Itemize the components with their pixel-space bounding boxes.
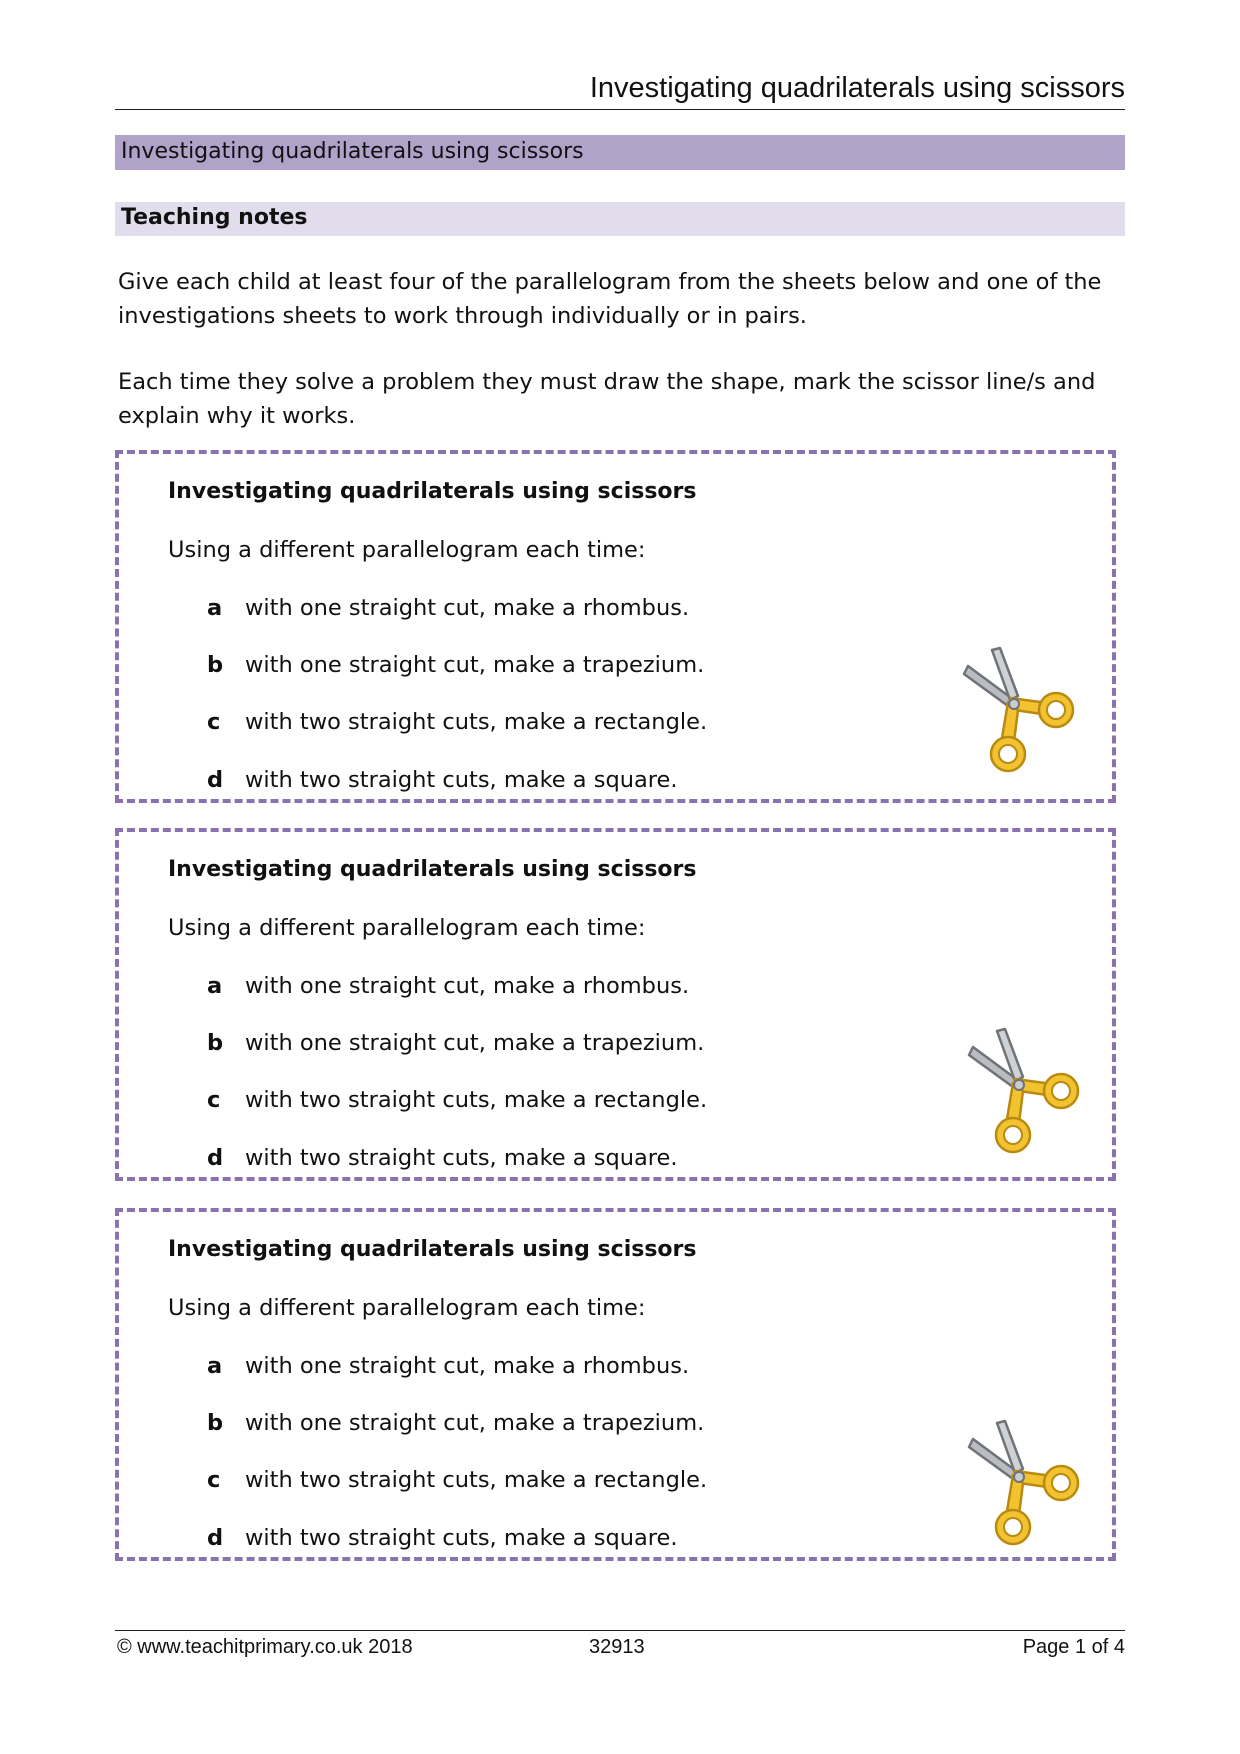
footer-resource-code: 32913 — [589, 1636, 645, 1658]
header-divider — [115, 109, 1125, 110]
card-item-b — [207, 1030, 704, 1056]
item-letter: b — [207, 652, 224, 678]
item-text: with two straight cuts, make a square. — [245, 767, 678, 793]
item-letter: c — [207, 709, 221, 735]
teaching-notes-band — [115, 202, 1125, 236]
item-text: with one straight cut, make a rhombus. — [245, 973, 690, 999]
item-letter: a — [207, 1353, 223, 1379]
card-item-b — [207, 1410, 704, 1436]
item-text: with two straight cuts, make a square. — [245, 1145, 678, 1171]
scissors-icon — [957, 1417, 1097, 1557]
item-text: with two straight cuts, make a rectangle. — [245, 1087, 708, 1113]
card-intro: Using a different parallelogram each time: — [168, 1295, 646, 1321]
card-item-c — [207, 1087, 707, 1113]
item-letter: c — [207, 1087, 221, 1113]
scissors-icon — [952, 644, 1092, 784]
item-text: with one straight cut, make a trapezium. — [245, 1030, 705, 1056]
paragraph-line: Give each child at least four of the parallelogram from the sheets below and one of the — [118, 269, 1102, 295]
item-text: with one straight cut, make a rhombus. — [245, 595, 690, 621]
document-header-title: Investigating quadrilaterals using scissors — [589, 72, 1125, 104]
item-letter: a — [207, 595, 223, 621]
paragraph-line: explain why it works. — [118, 402, 356, 429]
section-title-band — [115, 135, 1125, 170]
item-text: with one straight cut, make a trapezium. — [245, 652, 705, 678]
teaching-notes-paragraph-1 — [118, 266, 1128, 333]
card-item-d — [207, 1145, 678, 1171]
item-letter: a — [207, 973, 223, 999]
item-letter: b — [207, 1030, 224, 1056]
item-letter: d — [207, 1525, 224, 1551]
task-card-1 — [115, 450, 1116, 803]
item-letter: c — [207, 1467, 221, 1493]
item-letter: b — [207, 1410, 224, 1436]
teaching-notes-paragraph-2 — [118, 366, 1128, 433]
card-item-a — [207, 1353, 689, 1379]
item-letter: d — [207, 767, 224, 793]
paragraph-line: investigations sheets to work through individually or in pairs. — [118, 302, 807, 329]
teaching-notes-heading: Teaching notes — [121, 205, 308, 230]
card-intro: Using a different parallelogram each time: — [168, 537, 646, 563]
item-text: with one straight cut, make a trapezium. — [245, 1410, 705, 1436]
task-card-3 — [115, 1208, 1116, 1561]
card-item-d — [207, 1525, 678, 1551]
card-item-b — [207, 652, 704, 678]
card-title: Investigating quadrilaterals using scissors — [168, 1237, 697, 1262]
item-text: with two straight cuts, make a rectangle. — [245, 1467, 708, 1493]
footer-copyright: © www.teachitprimary.co.uk 2018 — [117, 1636, 413, 1658]
card-item-a — [207, 973, 689, 999]
card-intro: Using a different parallelogram each time: — [168, 915, 646, 941]
item-text: with one straight cut, make a rhombus. — [245, 1353, 690, 1379]
card-item-c — [207, 709, 707, 735]
footer-divider — [115, 1630, 1125, 1631]
item-letter: d — [207, 1145, 224, 1171]
card-title: Investigating quadrilaterals using scissors — [168, 479, 697, 504]
item-text: with two straight cuts, make a square. — [245, 1525, 678, 1551]
card-title: Investigating quadrilaterals using scissors — [168, 857, 697, 882]
footer-page-number: Page 1 of 4 — [1022, 1636, 1125, 1658]
card-item-d — [207, 767, 678, 793]
scissors-icon — [957, 1025, 1097, 1165]
section-title: Investigating quadrilaterals using scissors — [121, 139, 584, 164]
item-text: with two straight cuts, make a rectangle. — [245, 709, 708, 735]
card-item-a — [207, 595, 689, 621]
card-item-c — [207, 1467, 707, 1493]
task-card-2 — [115, 828, 1116, 1181]
paragraph-line: Each time they solve a problem they must draw the shape, mark the scissor line/s and — [118, 369, 1096, 395]
